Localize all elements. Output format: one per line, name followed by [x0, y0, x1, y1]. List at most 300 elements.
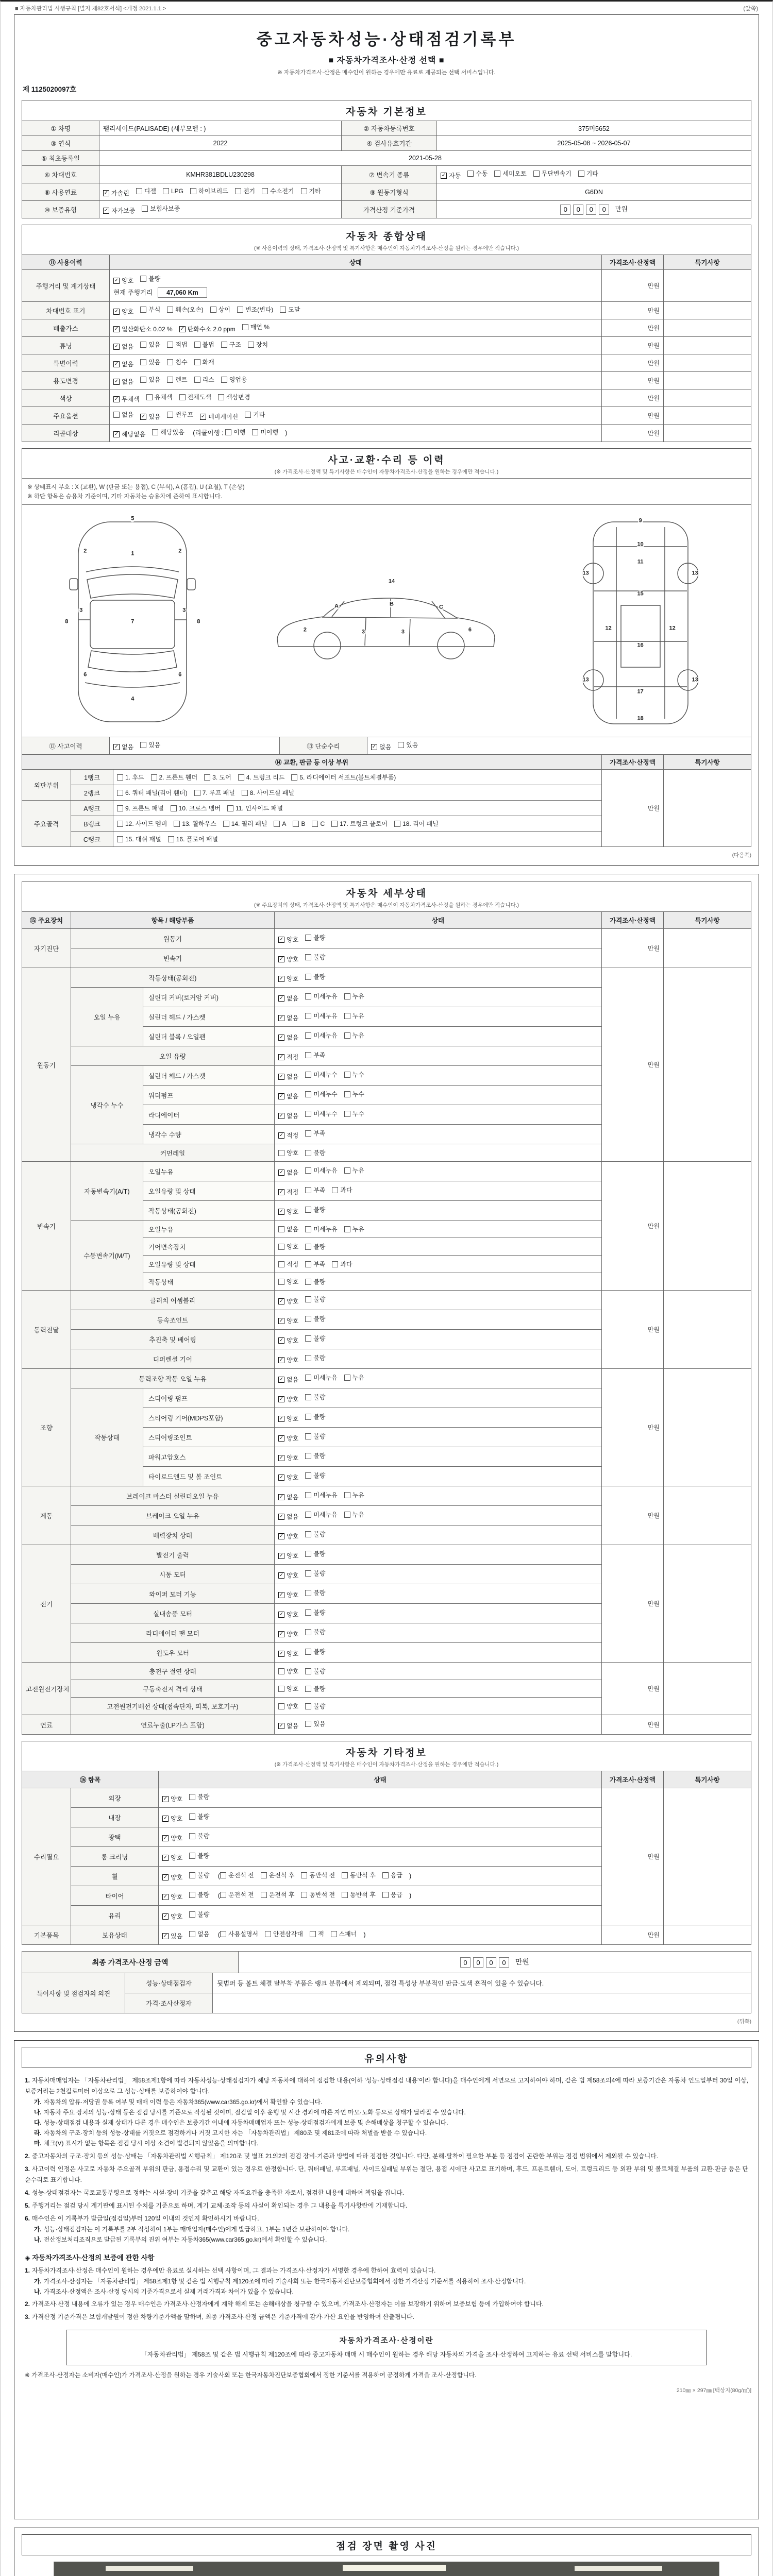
checkbox-label: 불량: [313, 1413, 326, 1420]
cell: [159, 1886, 602, 1906]
checked-checkbox-icon: ✓: [114, 396, 119, 402]
checked-checkbox-icon: ✓: [279, 1073, 284, 1079]
cell: [143, 1007, 275, 1027]
checkbox-label: 디젤: [144, 188, 156, 195]
checked-checkbox-icon: ✓: [114, 743, 119, 750]
cell-text: 만원: [647, 342, 660, 349]
cell: [71, 1291, 275, 1310]
checkbox-label: 양호: [171, 1795, 183, 1803]
unchecked-checkbox-icon: [382, 1872, 389, 1878]
cell-text: 2022: [213, 140, 228, 147]
cell: [71, 1788, 159, 1808]
cell: [664, 270, 751, 302]
cell: [71, 1925, 159, 1945]
checkbox-option: [278, 1053, 298, 1061]
cell-text: 2021-05-28: [409, 155, 442, 162]
checked-checkbox-icon: ✓: [279, 1208, 284, 1214]
checkbox-option: [140, 274, 160, 283]
checkbox-label: 침수: [175, 359, 188, 366]
checkbox-label: 양호: [287, 1631, 299, 1638]
cell-text: 워터펌프: [148, 1092, 174, 1099]
checked-checkbox-icon: ✓: [114, 431, 119, 437]
final-price-label: [22, 1952, 239, 1973]
photo-page: [14, 2528, 759, 2576]
special-history: [110, 354, 602, 372]
cell: [143, 1027, 275, 1046]
cell: [275, 1221, 602, 1238]
cell: [71, 1545, 275, 1565]
unchecked-checkbox-icon: [278, 1244, 284, 1250]
checkbox-label: 없음: [287, 1014, 299, 1022]
cell-text: 주요골격: [33, 820, 59, 828]
cell: [602, 425, 664, 442]
checkbox-label: 누유: [352, 993, 364, 1000]
checkbox-option: [252, 428, 278, 436]
checkbox-option: [140, 412, 160, 421]
cell: [664, 968, 751, 1162]
checkbox-option: [113, 360, 133, 368]
cell: [143, 1125, 275, 1144]
checked-checkbox-icon: ✓: [180, 326, 184, 332]
data-table: [22, 737, 751, 755]
checkbox-label: 누수: [352, 1071, 364, 1078]
cell: [125, 1993, 213, 2013]
checkbox-label: 양호: [287, 1533, 299, 1540]
unchecked-checkbox-icon: [331, 1931, 337, 1937]
cell: [275, 1162, 602, 1181]
section-note: (※ 주요장치의 상태, 가격조사·산정액 및 특기사항은 매수인이 자동차가격조사·산정을 원하는 경우에만 적습니다.): [254, 902, 519, 908]
checkbox-option: [151, 773, 198, 782]
checkbox-label: 15. 대쉬 패널: [125, 836, 161, 843]
checkbox-option: [167, 305, 203, 314]
cell: [71, 1162, 143, 1221]
unchecked-checkbox-icon: [218, 394, 224, 400]
cell-text: 만원: [647, 1853, 660, 1860]
cell: [602, 270, 664, 302]
amount-unit: 만원: [513, 1958, 529, 1966]
checkbox-label: 부족: [313, 1052, 326, 1059]
checked-checkbox-icon: ✓: [104, 207, 109, 213]
unchecked-checkbox-icon: [293, 821, 299, 827]
unchecked-checkbox-icon: [344, 1492, 350, 1498]
cell: [275, 1007, 602, 1027]
checkbox-option: [278, 935, 298, 944]
cell-text: 휠: [111, 1873, 118, 1880]
section-title: 사고·교환·수리 등 이력: [328, 455, 445, 466]
checkbox-label: 없음: [122, 361, 134, 368]
checkbox-label: 렌트: [175, 376, 188, 383]
cell-text: 클러치 어셈블리: [150, 1297, 195, 1304]
cell: [664, 1788, 751, 1925]
cell: [22, 968, 71, 1162]
unchecked-checkbox-icon: [242, 790, 248, 796]
cell-text: ⑮ 주요장치: [29, 917, 63, 924]
cell-text: ⑨ 원동기형식: [369, 189, 409, 196]
cell-text: 스티어링 기어(MDPS포함): [148, 1414, 223, 1422]
data-table: [22, 1973, 751, 2013]
unchecked-checkbox-icon: [305, 1316, 311, 1322]
cell-text: 타이어: [105, 1892, 124, 1900]
section-overall-condition: [22, 225, 751, 442]
checkbox-label: 양호: [287, 1435, 299, 1442]
checkbox-option: [262, 187, 294, 195]
cell: [22, 1545, 71, 1663]
checkbox-option: [140, 358, 160, 366]
unchecked-checkbox-icon: [312, 821, 318, 827]
checkbox-label: 기타: [586, 170, 598, 177]
page-marker: (다음쪽): [732, 852, 751, 858]
checkbox-option: [248, 340, 268, 349]
rankA-frame: [113, 801, 602, 816]
unchecked-checkbox-icon: [189, 1794, 195, 1800]
cell: [664, 770, 751, 847]
diagram-marker: 3: [361, 629, 365, 635]
cell-text: ⑧ 사용연료: [44, 189, 77, 196]
cell: [342, 201, 437, 218]
cell-text: 색상: [59, 395, 72, 402]
page-side-label: (앞쪽): [743, 6, 758, 12]
checkbox-label: 응급: [390, 1872, 403, 1879]
checkbox-label: 응급: [390, 1891, 403, 1899]
checkbox-option: [301, 1890, 335, 1899]
cell-text: 고전원전기배선 상태(접속단자, 피복, 보호기구): [107, 1703, 239, 1710]
checkbox-option: [113, 342, 133, 351]
garage-photo-open-tailgate: [54, 2562, 719, 2576]
cell: [275, 1604, 602, 1623]
checkbox-label: 1. 후드: [125, 774, 144, 781]
cell-text: G6DN: [585, 188, 603, 196]
cell: [275, 1428, 602, 1447]
cell: [71, 816, 113, 832]
checkbox-option: [113, 276, 133, 285]
cell-text: 유리: [108, 1912, 121, 1920]
appraiser-opinion: [213, 1993, 751, 2013]
checkbox-label: 없음: [287, 1494, 299, 1501]
cell-text: ① 차명: [51, 125, 71, 132]
checkbox-option: [305, 1070, 337, 1079]
checked-checkbox-icon: ✓: [279, 1533, 284, 1539]
checked-checkbox-icon: ✓: [279, 1591, 284, 1598]
checkbox-option: [305, 953, 325, 961]
cell-text: 가격·조사산정자: [146, 2000, 192, 2008]
cell-text: (: [216, 1872, 221, 1880]
fuel-type: [99, 183, 342, 201]
cell: [71, 1604, 275, 1623]
checkbox-label: 양호: [287, 1208, 299, 1215]
document-subtitle-note: ※ 자동차가격조사·산정은 매수인이 원하는 경우에만 유료로 제공되는 선택 서비스입니다.: [277, 70, 496, 76]
checkbox-label: 없음: [287, 1376, 299, 1383]
checked-checkbox-icon: ✓: [279, 1169, 284, 1175]
checkbox-option: [117, 835, 161, 843]
checkbox-label: C: [320, 820, 325, 827]
cell-text: 배력장치 상태: [153, 1532, 192, 1539]
unchecked-checkbox-icon: [278, 1686, 284, 1692]
checkbox-option: [305, 1242, 325, 1251]
unchecked-checkbox-icon: [189, 1892, 195, 1898]
checkbox-option: [278, 1630, 298, 1638]
cell: [143, 1201, 275, 1221]
unchecked-checkbox-icon: [117, 790, 123, 796]
checkbox-label: 불량: [313, 954, 326, 961]
checkbox-option: [162, 1834, 182, 1842]
unchecked-checkbox-icon: [494, 171, 500, 177]
checkbox-label: 양호: [287, 1454, 299, 1462]
checkbox-option: [194, 788, 235, 797]
rankC-frame: [113, 832, 602, 847]
checkbox-label: 3. 도어: [212, 774, 231, 781]
price-notice-title: ◈ 자동차가격조사·산정의 보증에 관한 사항: [25, 2253, 155, 2262]
checkbox-option: [113, 395, 140, 403]
unchecked-checkbox-icon: [305, 1512, 311, 1518]
cell-text: 연료: [40, 1721, 53, 1729]
form-reference: [14, 2, 759, 14]
checked-checkbox-icon: ✓: [114, 326, 119, 332]
cell: [22, 136, 99, 151]
diagram-marker: 12: [605, 625, 612, 632]
checkbox-label: 양호: [287, 936, 299, 943]
cell-text: 내장: [108, 1814, 121, 1822]
checkbox-option: [189, 1812, 209, 1821]
cell-text: 특이사항 및 점검자의 의견: [36, 1990, 111, 1997]
checked-checkbox-icon: ✓: [279, 956, 284, 962]
cell-text: 상태: [349, 259, 362, 266]
checkbox-label: 미세누유: [313, 993, 338, 1000]
checkbox-option: [278, 1148, 298, 1157]
amount-unit: 만원: [613, 206, 628, 213]
checkbox-option: [225, 428, 245, 436]
unchecked-checkbox-icon: [301, 1892, 307, 1898]
checkbox-option: [305, 1471, 325, 1480]
checkbox-option: [113, 430, 145, 438]
checked-checkbox-icon: ✓: [279, 1454, 284, 1461]
unchecked-checkbox-icon: [278, 1261, 284, 1267]
cell-text: 만원: [647, 1326, 660, 1333]
cell: [22, 1973, 125, 2013]
checkbox-option: [278, 1702, 298, 1710]
checkbox-label: 동반석 후: [350, 1891, 376, 1899]
checkbox-option: [344, 1225, 364, 1233]
notice-number: 1.: [25, 2266, 30, 2274]
checked-checkbox-icon: ✓: [279, 1572, 284, 1578]
checkbox-option: [167, 375, 187, 384]
checkbox-option: [162, 1931, 182, 1940]
unchecked-checkbox-icon: [305, 1492, 311, 1498]
unchecked-checkbox-icon: [235, 188, 241, 194]
checkbox-label: 없음: [287, 1073, 299, 1080]
section-accident-history: [22, 448, 751, 847]
unchecked-checkbox-icon: [152, 429, 158, 435]
cell-text: 상태: [374, 1776, 386, 1784]
checkbox-label: 미세누수: [313, 1071, 338, 1078]
checkbox-label: 수동: [476, 170, 488, 177]
checked-checkbox-icon: ✓: [279, 1189, 284, 1195]
checkbox-option: [332, 1185, 352, 1194]
checkbox-option: [189, 1851, 209, 1860]
checkbox-label: 6. 쿼터 패널(리어 휀더): [125, 789, 188, 796]
checkbox-label: 있음: [406, 741, 418, 749]
cell-text: 구동축전지 격리 상태: [143, 1685, 203, 1693]
unchecked-checkbox-icon: [331, 821, 338, 827]
checkbox-option: [305, 1334, 325, 1343]
checkbox-option: [278, 1355, 298, 1364]
section-accident-head: [22, 448, 751, 478]
checkbox-label: 양호: [287, 1474, 299, 1481]
checkbox-option: [305, 1719, 325, 1728]
checked-checkbox-icon: ✓: [163, 1815, 168, 1821]
checkbox-option: [278, 1375, 298, 1384]
diagram-marker: 3: [182, 607, 186, 614]
section-note: (※ 가격조사·산정액 및 특기사항은 매수인이 자동차가격조사·산정을 원하는 경우에만 적습니다.): [274, 469, 499, 475]
checked-checkbox-icon: ✓: [279, 1337, 284, 1343]
unchecked-checkbox-icon: [146, 394, 153, 400]
checkbox-option: [278, 1551, 298, 1560]
unchecked-checkbox-icon: [189, 1911, 195, 1918]
cell-text: ⑬ 단순수리: [307, 742, 340, 750]
unchecked-checkbox-icon: [344, 1512, 350, 1518]
diagram-marker: 15: [637, 590, 644, 597]
cell: [664, 1369, 751, 1486]
cell-text: 광택: [108, 1834, 121, 1841]
checkbox-label: 운전석 후: [268, 1891, 295, 1899]
checkbox-option: [305, 1510, 337, 1519]
checkbox-option: [167, 410, 193, 419]
unchecked-checkbox-icon: [242, 324, 248, 330]
cell-text: 만원: [647, 1223, 660, 1230]
checkbox-option: [162, 1892, 182, 1901]
cell-text: 제동: [40, 1512, 53, 1520]
checkbox-option: [278, 1316, 298, 1325]
section-title: 자동차 세부상태: [346, 888, 427, 899]
cell: [275, 1663, 602, 1680]
cell: [22, 270, 110, 302]
checkbox-label: LPG: [171, 187, 183, 195]
checkbox-label: 불량: [313, 1570, 326, 1577]
section-title: 점검 장면 촬영 사진: [336, 2541, 437, 2552]
checkbox-option: [305, 1373, 337, 1382]
cell: [143, 1105, 275, 1125]
checkbox-label: 양호: [171, 1835, 183, 1842]
cell: [664, 337, 751, 354]
checkbox-option: [113, 307, 133, 316]
cell: [71, 1663, 275, 1680]
header-cell: [110, 255, 602, 270]
checked-checkbox-icon: ✓: [279, 1722, 284, 1728]
checkbox-option: [305, 1090, 337, 1098]
section-note: (※ 가격조사·산정액 및 특기사항은 매수인이 자동차가격조사·산정을 원하는 경우에만 적습니다.): [274, 1761, 499, 1768]
diagram-marker: 2: [303, 626, 307, 633]
checkbox-label: 없음: [122, 411, 134, 418]
cell: [602, 302, 664, 319]
checkbox-option: [189, 1832, 209, 1840]
cell: [275, 1486, 602, 1506]
cell: [143, 1181, 275, 1201]
checkbox-option: [278, 1667, 298, 1675]
cell: [664, 319, 751, 337]
digit-box: 0: [473, 1957, 483, 1968]
checkbox-label: 불량: [197, 1891, 210, 1899]
cell-text: 오일 유량: [159, 1053, 186, 1060]
section-etc-head: [22, 1741, 751, 1771]
unchecked-checkbox-icon: [301, 188, 307, 194]
checkbox-option: [305, 1109, 337, 1118]
cell: [275, 1256, 602, 1273]
unchecked-checkbox-icon: [220, 1872, 226, 1878]
checkbox-option: [194, 375, 214, 384]
cell: [22, 1663, 71, 1715]
cell-text: 실린더 헤드 / 가스켓: [148, 1072, 206, 1080]
cell-text: 발전기 출력: [156, 1551, 189, 1559]
checkbox-option: [142, 204, 180, 213]
unchecked-checkbox-icon: [167, 359, 173, 365]
cell-text: 만원: [647, 430, 660, 437]
unchecked-checkbox-icon: [167, 412, 173, 418]
cell: [275, 1408, 602, 1428]
checkbox-option: [189, 1910, 209, 1919]
cell: [664, 372, 751, 389]
checkbox-label: 있음: [313, 1720, 326, 1727]
checkbox-label: 양호: [122, 308, 134, 315]
checkbox-label: 7. 루프 패널: [202, 789, 235, 796]
main-options: [110, 407, 602, 425]
checkbox-label: 미이행: [260, 429, 279, 436]
checkbox-option: [344, 1090, 364, 1098]
checkbox-label: 18. 리어 패널: [402, 820, 439, 827]
checkbox-label: 없음: [379, 743, 392, 751]
checkbox-label: 없음: [287, 1722, 299, 1730]
cell-text: 만원: [647, 1600, 660, 1607]
cell: [602, 770, 664, 847]
cell-text: 현재 주행거리: [113, 289, 153, 296]
checkbox-option: [278, 1207, 298, 1216]
checkbox-label: 해당없음: [122, 431, 146, 438]
unchecked-checkbox-icon: [190, 188, 196, 194]
diagram-marker: 13: [582, 570, 589, 577]
checkbox-option: [278, 974, 298, 983]
checkbox-option: [163, 188, 183, 195]
transmission-type: [437, 166, 751, 183]
checkbox-label: 불량: [313, 1394, 326, 1401]
header-cell: [602, 1771, 664, 1788]
checked-checkbox-icon: ✓: [279, 1631, 284, 1637]
cell-text: 뒷범퍼 등 볼트 체결 탈부착 부품은 랭크 분류에서 제외되며, 점검 특성상 부분적인 판금·도색 흔적이 있을 수 있습니다.: [217, 1980, 544, 1988]
checkbox-option: [344, 1031, 364, 1040]
notice-body: 성능·상태점검자는 국토교통부령으로 정하는 시설·장비 기준을 갖추고 해당 자격요건을 충족한 자로서, 점검한 내용에 대하여 책임을 집니다.: [32, 2189, 405, 2196]
checkbox-label: 양호: [122, 277, 134, 284]
cell: [71, 1565, 275, 1584]
checkbox-option: [344, 992, 364, 1001]
cell-text: 보유상태: [102, 1931, 127, 1939]
checkbox-label: 10. 크로스 멤버: [178, 805, 221, 812]
unchecked-checkbox-icon: [305, 993, 311, 999]
cell-text: 실린더 헤드 / 가스켓: [148, 1013, 206, 1021]
unchecked-checkbox-icon: [136, 188, 142, 194]
checkbox-label: 양호: [287, 1396, 299, 1403]
checkbox-label: 가솔린: [111, 190, 129, 197]
checkbox-option: [305, 1031, 337, 1040]
diagram-marker: 1: [131, 550, 135, 557]
checkbox-option: [344, 1166, 364, 1175]
cell-text: 스티어링 펌프: [148, 1395, 188, 1402]
checkbox-option: [278, 1260, 298, 1268]
cell-text: 주행거리 및 계기상태: [36, 282, 96, 290]
checkbox-option: [221, 340, 241, 349]
unchecked-checkbox-icon: [117, 836, 123, 842]
checked-checkbox-icon: ✓: [279, 1513, 284, 1519]
checkbox-option: [371, 742, 391, 751]
cell: [22, 183, 99, 201]
cell: [22, 1369, 71, 1486]
diagram-marker: 10: [637, 541, 644, 548]
